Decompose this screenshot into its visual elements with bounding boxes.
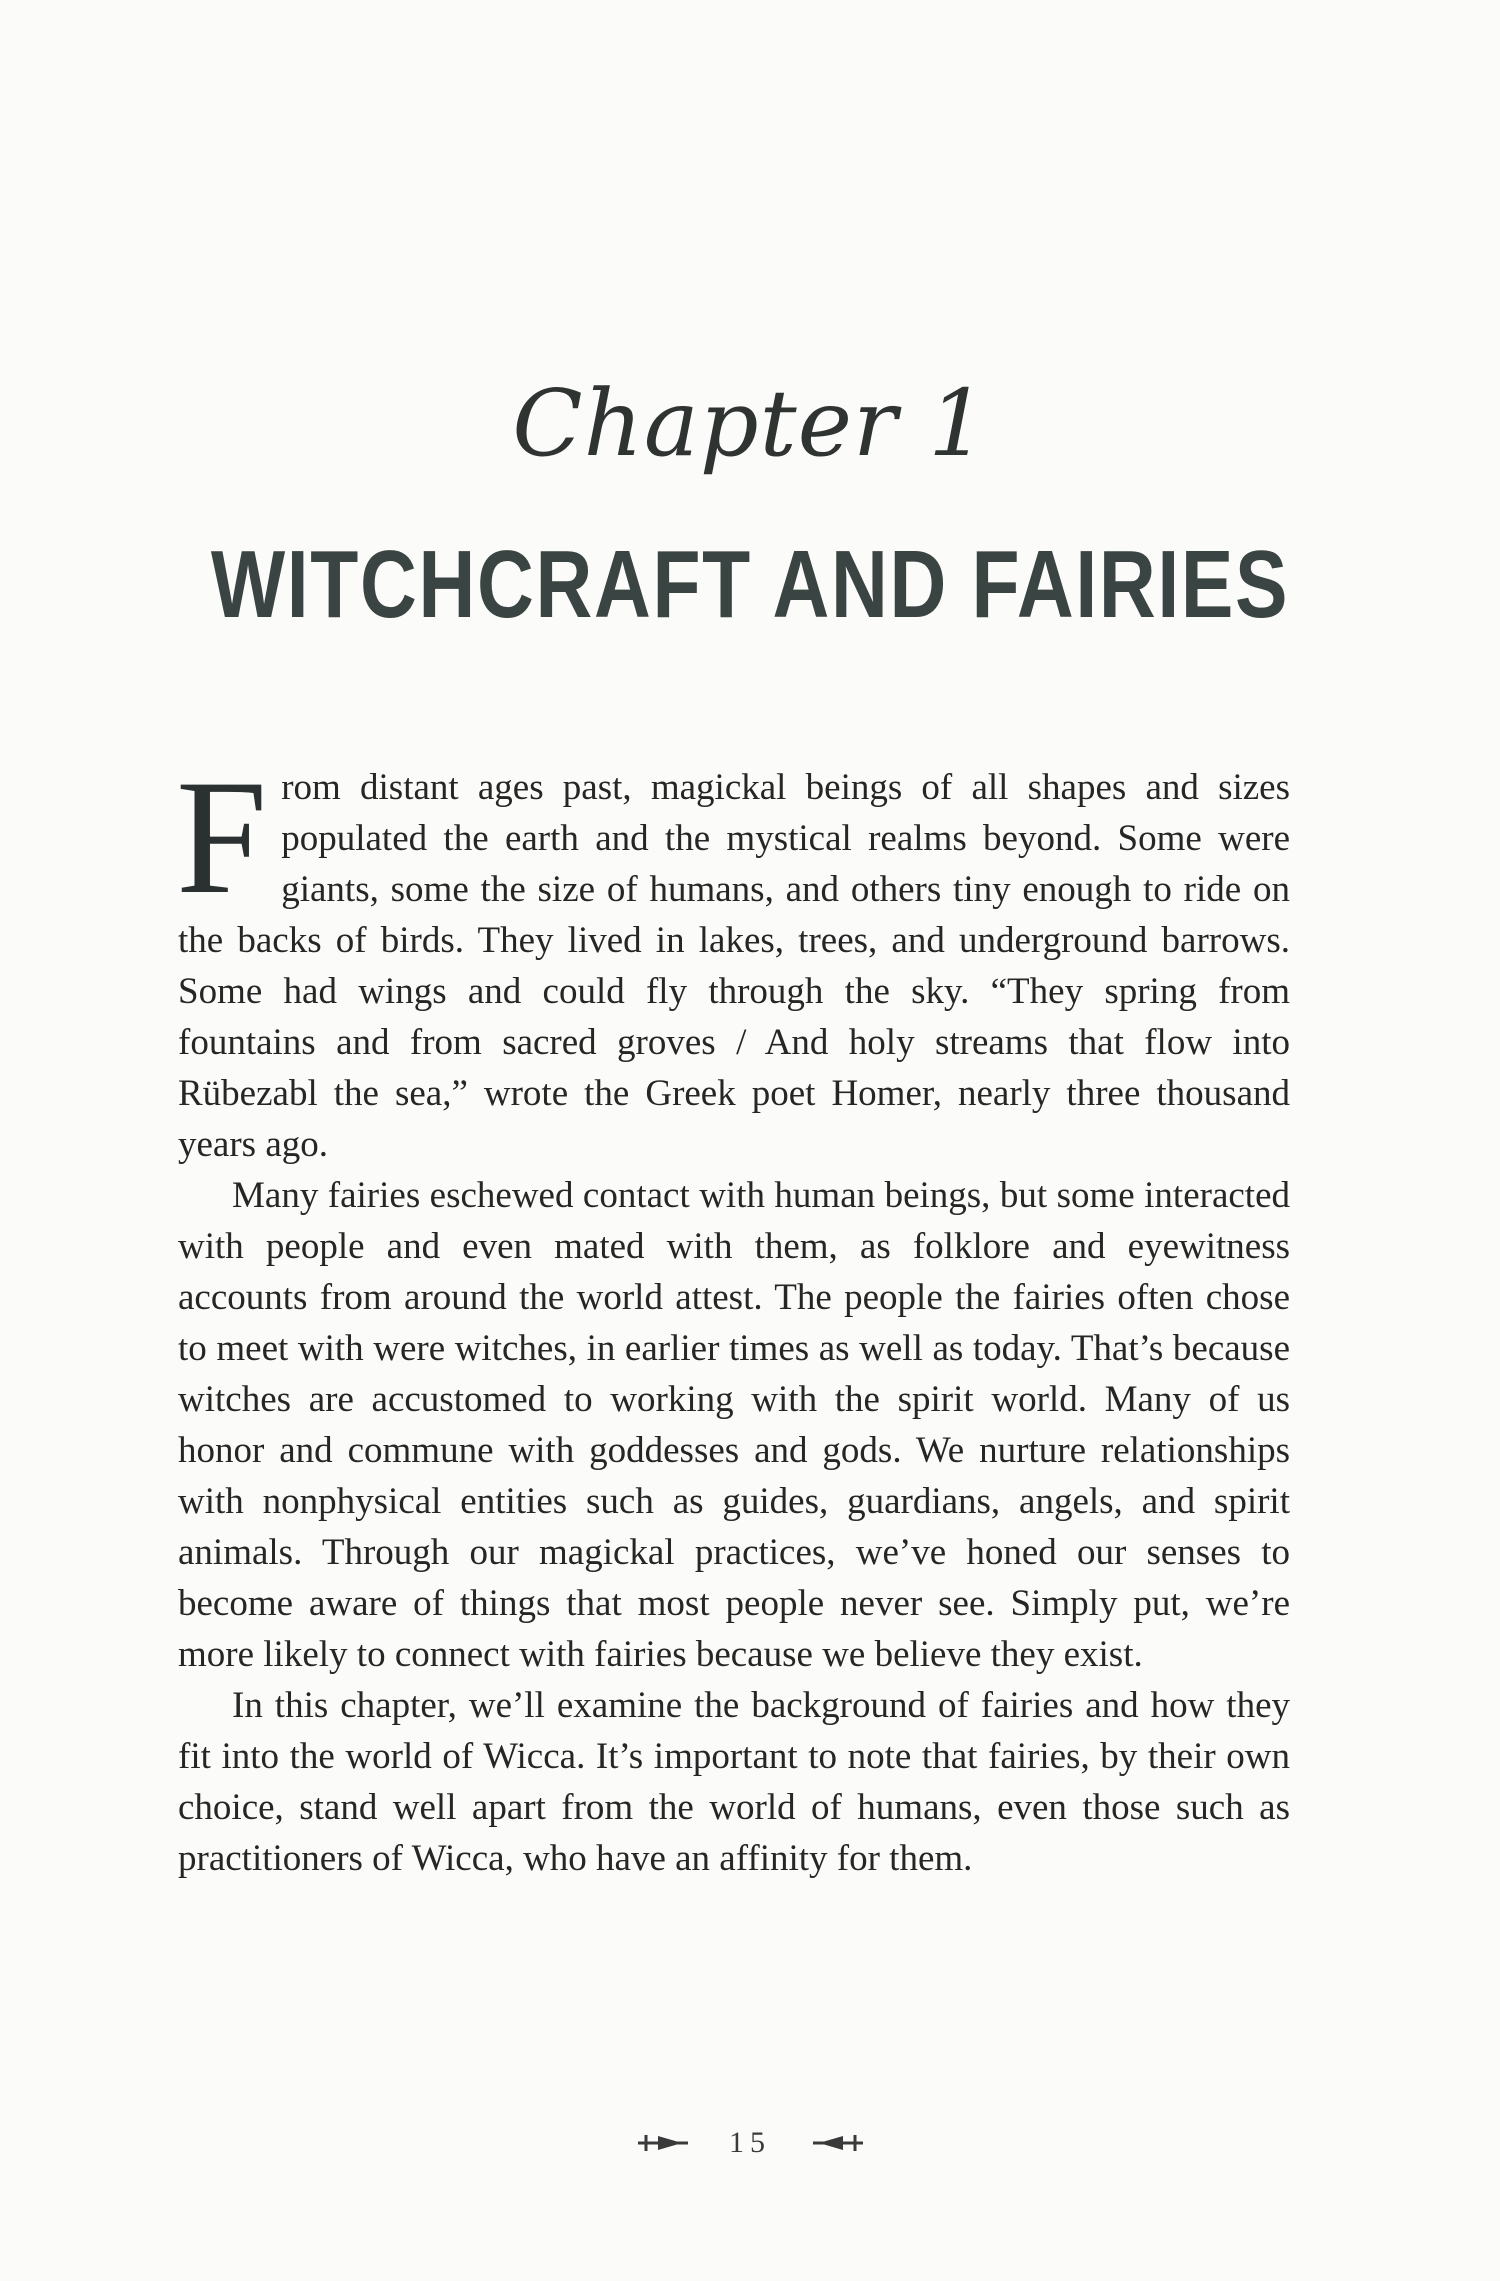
chapter-title: WITCHCRAFT AND FAIRIES — [210, 531, 1290, 638]
paragraph-3: In this chapter, we’ll examine the background of fairies and how they fit into the world of Wicca. It’s important to note that fairies, by their own choice, stand well apart from the world of humans, even those such as practitioners of Wicca, who have an affinity for them. — [178, 1685, 1290, 1879]
chapter-label: Chapter 1 — [512, 370, 988, 477]
arrow-left-ornament-icon — [805, 2132, 865, 2154]
page-number: 15 — [729, 2126, 771, 2160]
drop-cap: F — [176, 747, 268, 928]
paragraph-1 — [176, 747, 1290, 1170]
paragraph-1-text: rom distant ages past, magickal beings of all shapes and sizes populated the earth and the mystical realms beyond. Some were giants, some the size of humans, and others tiny enough to ride on the backs of birds. They lived in lakes, trees, and underground barrows. Some had wings and could fly through the sky. “They spring from fountains and from sacred groves / And holy streams that flow into Rübezabl the sea,” wrote the Greek poet Homer, nearly three thousand years ago. — [178, 767, 1290, 1165]
arrow-right-ornament-icon — [636, 2132, 696, 2154]
body-text — [176, 747, 1290, 1884]
paragraph-2: Many fairies eschewed contact with human beings, but some interacted with people and even mated with them, as folklore and eyewitness accounts from around the world attest. The people the fairies often chose to meet with were witches, in earlier times as well as today. That’s because witches are accustomed to working with the spirit world. Many of us honor and commune with goddesses and gods. We nurture relationships with nonphysical entities such as guides, guardians, angels, and spirit animals. Through our magickal practices, we’ve honed our senses to become aware of things that most people never see. Simply put, we’re more likely to connect with fairies because we believe they exist. — [178, 1175, 1290, 1675]
page-footer — [0, 2124, 1500, 2160]
